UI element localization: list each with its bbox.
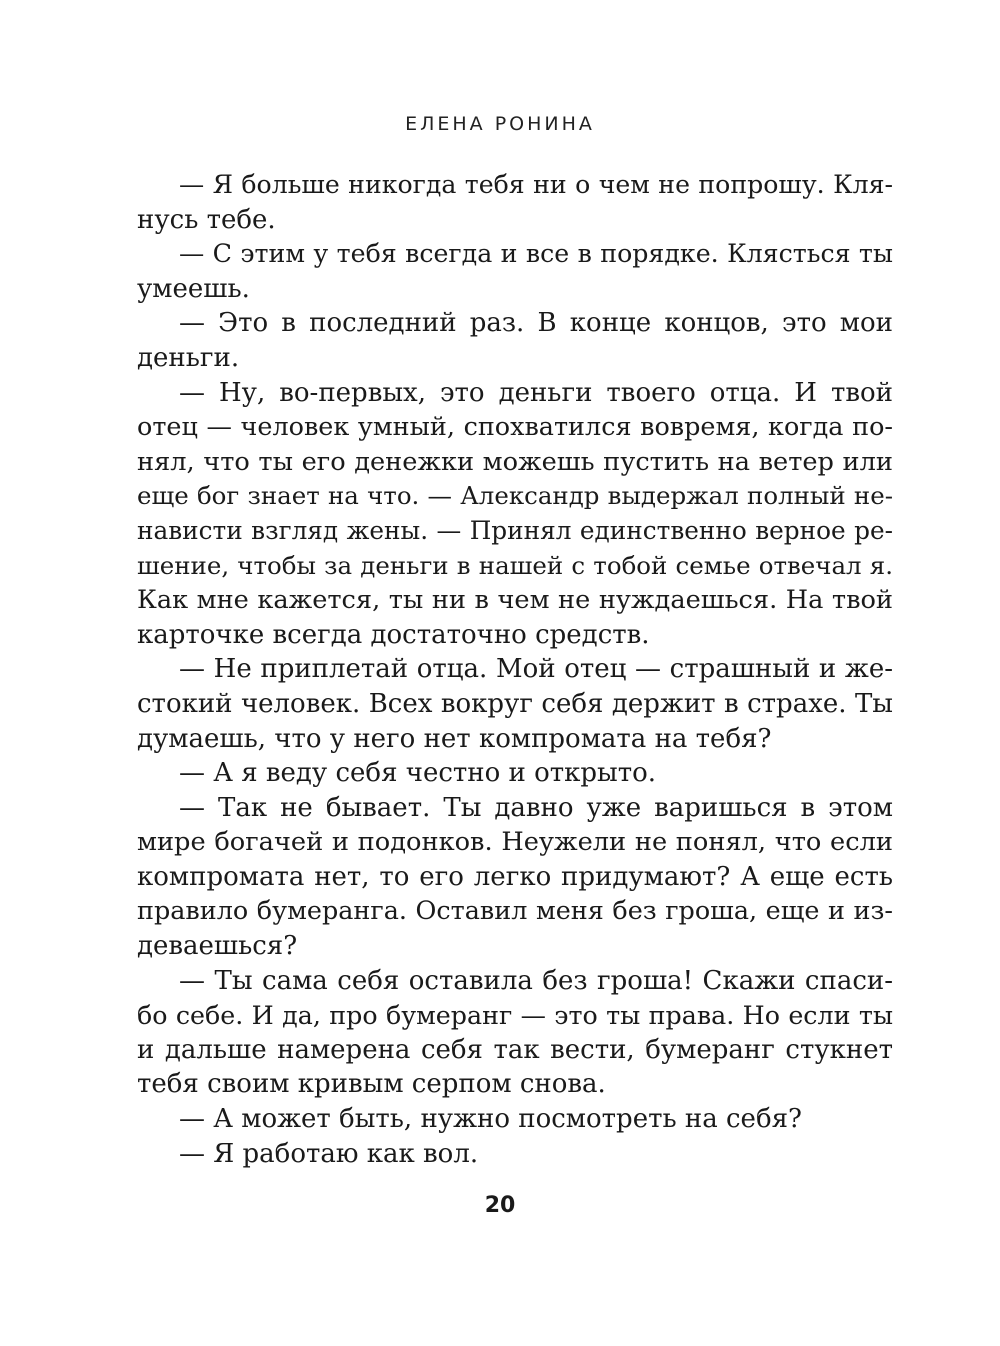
text-line: — Я работаю как вол. [179,1138,479,1169]
paragraph [137,1102,893,1137]
paragraph [137,1137,893,1172]
paragraph [137,964,893,1102]
text-line: отец — человек умный, спохватился вовремя, когда по- [137,412,893,443]
text-line: карточке всегда достаточно средств. [137,619,650,650]
page-number: 20 [484,1193,516,1218]
text-line: — А может быть, нужно посмотреть на себя? [179,1104,802,1135]
text-line: — Это в последний раз. В конце концов, это мои [179,308,893,339]
paragraph [137,652,893,756]
text-line: деваешься? [137,931,298,962]
text-line: и дальше намерена себя так вести, бумеранг стукнет [137,1034,893,1065]
paragraph [137,237,893,306]
text-line: нависти взгляд жены. — Принял единственно верное ре- [137,515,893,545]
text-line: — Ты сама себя оставила без гроша! Скажи спаси- [179,965,893,996]
text-line: Как мне кажется, ты ни в чем не нуждаешься. На твой [137,585,893,616]
text-line: — Я больше никогда тебя ни о чем не попрошу. Кля- [179,170,893,199]
text-line: думаешь, что у него нет компромата на тебя? [137,723,772,754]
text-line: — Не приплетай отца. Мой отец — страшный и же- [179,654,893,685]
text-line: — Ну, во-первых, это деньги твоего отца. И твой [179,377,893,408]
body-text [137,168,893,1171]
text-line: стокий человек. Всех вокруг себя держит в страхе. Ты [137,688,893,719]
text-line: — Так не бывает. Ты давно уже варишься в этом [179,792,893,823]
text-line: тебя своим кривым серпом снова. [137,1069,606,1100]
text-line: мире богачей и подонков. Неужели не понял, что если [137,827,893,858]
running-head-author: ЕЛЕНА РОНИНА [405,113,595,135]
text-line: еще бог знает на что. — Александр выдержал полный не- [137,481,893,511]
text-line: правило бумеранга. Оставил меня без гроша, еще и из- [137,896,893,927]
text-line: бо себе. И да, про бумеранг — это ты права. Но если ты [137,1000,893,1031]
paragraph [137,306,893,375]
paragraph [137,168,893,237]
paragraph [137,756,893,791]
text-line: нял, что ты его денежки можешь пустить на ветер или [137,446,893,477]
text-line: нусь тебе. [137,204,276,235]
paragraph [137,376,893,653]
text-line: — С этим у тебя всегда и все в порядке. Клясться ты [179,239,893,269]
text-line: шение, чтобы за деньги в нашей с тобой семье отвечал я. [137,550,893,580]
text-line: умеешь. [137,273,250,304]
text-line: компромата нет, то его легко придумают? А еще есть [137,861,893,892]
paragraph [137,791,893,964]
text-line: деньги. [137,342,240,373]
text-line: — А я веду себя честно и открыто. [179,758,657,789]
